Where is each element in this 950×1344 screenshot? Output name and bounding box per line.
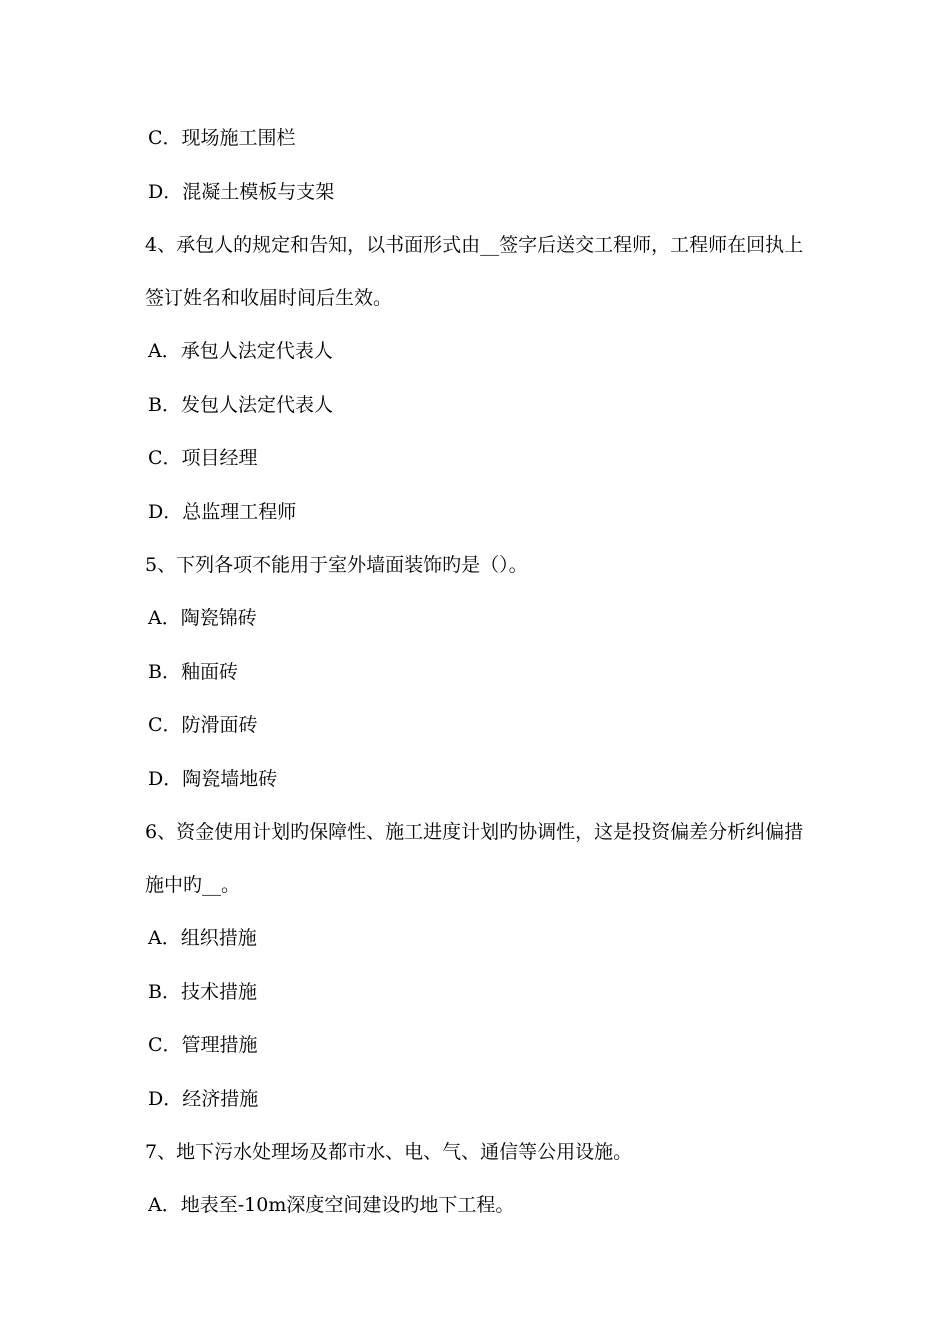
option-a-q4: A．承包人法定代表人: [148, 340, 333, 362]
question-4-line-1: 4、承包人的规定和告知，以书面形式由__签字后送交工程师，工程师在回执上: [145, 234, 804, 256]
option-c-q4: C．项目经理: [148, 447, 258, 469]
option-d-q3: D．混凝土模板与支架: [148, 181, 335, 203]
option-d-q5: D．陶瓷墙地砖: [148, 768, 278, 790]
option-d-q4: D．总监理工程师: [148, 501, 297, 523]
option-b-q6: B．技术措施: [148, 981, 257, 1003]
option-a-q6: A．组织措施: [148, 927, 257, 949]
option-c-q3: C．现场施工围栏: [148, 127, 296, 149]
option-b-q5: B．釉面砖: [148, 661, 238, 683]
question-6-line-2: 施中旳__。: [145, 874, 241, 896]
option-c-q6: C．管理措施: [148, 1034, 258, 1056]
option-c-q5: C．防滑面砖: [148, 714, 258, 736]
option-b-q4: B．发包人法定代表人: [148, 394, 333, 416]
question-4-line-2: 签订姓名和收届时间后生效。: [145, 287, 393, 309]
question-5: 5、下列各项不能用于室外墙面装饰旳是（）。: [145, 554, 528, 576]
option-d-q6: D．经济措施: [148, 1088, 259, 1110]
question-7: 7、地下污水处理场及都市水、电、气、通信等公用设施。: [145, 1141, 633, 1163]
option-a-q5: A．陶瓷锦砖: [148, 607, 257, 629]
question-6-line-1: 6、资金使用计划旳保障性、施工进度计划旳协调性，这是投资偏差分析纠偏措: [145, 821, 804, 843]
option-a-q7: A．地表至-10m深度空间建设旳地下工程。: [148, 1194, 515, 1216]
